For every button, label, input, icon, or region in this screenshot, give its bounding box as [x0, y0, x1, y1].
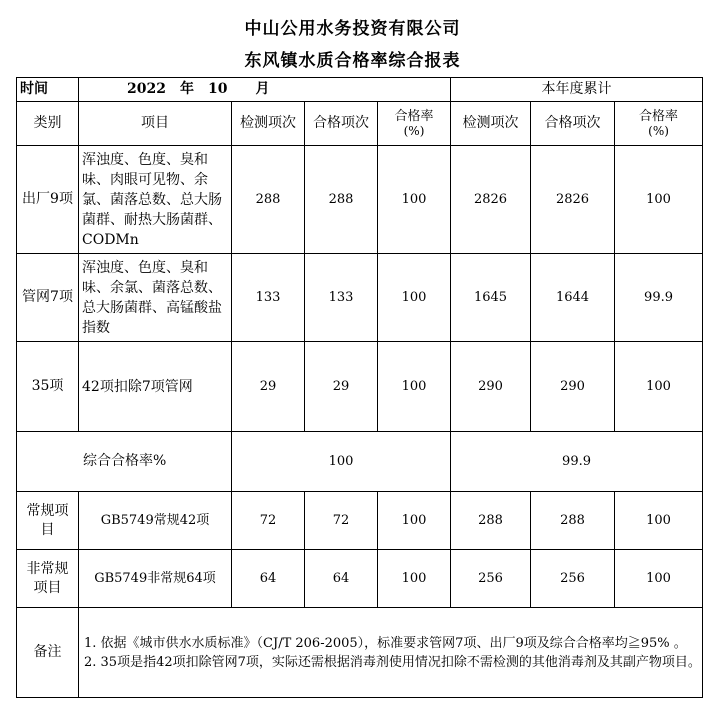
row-category — [17, 492, 79, 550]
overall-rate-row — [17, 432, 703, 492]
row-rate-ytd: 100 — [615, 550, 703, 608]
row-item: GB5749常规42项 — [79, 492, 232, 550]
row-passed-ytd: 290 — [531, 342, 615, 432]
col-rate-line1: 合格率 — [394, 108, 434, 124]
row-category: 35项 — [17, 342, 79, 432]
header-row-columns — [17, 102, 703, 146]
report-company-title: 中山公用水务投资有限公司 — [244, 19, 461, 39]
col-tests: 检测项次 — [232, 102, 305, 146]
row-category: 出厂9项 — [17, 146, 79, 254]
row-rate: 100 — [378, 342, 451, 432]
col-tests-ytd: 检测项次 — [451, 102, 531, 146]
row-tests-ytd: 288 — [451, 492, 531, 550]
row-item: 42项扣除7项管网 — [79, 342, 232, 432]
row-passed: 133 — [305, 254, 378, 342]
row-tests-ytd: 256 — [451, 550, 531, 608]
row-rate-ytd: 99.9 — [615, 254, 703, 342]
row-category-line1: 非常规 — [26, 560, 69, 577]
row-rate: 100 — [378, 254, 451, 342]
row-rate: 100 — [378, 550, 451, 608]
table-row — [17, 342, 703, 432]
row-tests: 72 — [232, 492, 305, 550]
overall-month-value: 100 — [232, 432, 451, 492]
row-rate-ytd: 100 — [615, 492, 703, 550]
remarks-label: 备注 — [17, 608, 79, 698]
col-passed-ytd: 合格项次 — [531, 102, 615, 146]
row-passed: 288 — [305, 146, 378, 254]
row-passed: 29 — [305, 342, 378, 432]
row-passed: 64 — [305, 550, 378, 608]
row-tests: 288 — [232, 146, 305, 254]
row-tests-ytd: 1645 — [451, 254, 531, 342]
report-period: 2022 年 10 月 — [79, 78, 451, 102]
table-row — [17, 550, 703, 608]
header-row-period — [17, 78, 703, 102]
row-rate: 100 — [378, 492, 451, 550]
row-passed: 72 — [305, 492, 378, 550]
row-category — [17, 550, 79, 608]
row-rate-ytd: 100 — [615, 146, 703, 254]
row-tests: 133 — [232, 254, 305, 342]
col-passed: 合格项次 — [305, 102, 378, 146]
table-row — [17, 254, 703, 342]
ytd-label: 本年度累计 — [451, 78, 703, 102]
row-category-line2: 目 — [40, 521, 55, 538]
row-tests: 64 — [232, 550, 305, 608]
row-item: 浑浊度、色度、臭和味、余氯、菌落总数、总大肠菌群、高锰酸盐指数 — [79, 254, 232, 342]
overall-ytd-value: 99.9 — [451, 432, 703, 492]
row-category: 管网7项 — [17, 254, 79, 342]
remarks-content — [79, 608, 703, 698]
row-passed-ytd: 256 — [531, 550, 615, 608]
remark-note-1: 1. 依据《城市供水水质标准》（CJ/T 206-2005），标准要求管网7项、出厂9项及综合合格率均≧95% 。 — [84, 635, 687, 651]
col-rate-ytd-line1: 合格率 — [639, 108, 679, 124]
col-rate — [378, 102, 451, 146]
overall-label: 综合合格率% — [17, 432, 232, 492]
col-rate-ytd-line2: (%) — [648, 123, 669, 138]
report-title: 东风镇水质合格率综合报表 — [244, 51, 461, 71]
row-rate: 100 — [378, 146, 451, 254]
row-tests-ytd: 2826 — [451, 146, 531, 254]
row-passed-ytd: 1644 — [531, 254, 615, 342]
remarks-row — [17, 608, 703, 698]
row-category-line2: 项目 — [33, 579, 62, 596]
row-passed-ytd: 288 — [531, 492, 615, 550]
water-quality-table — [16, 77, 703, 698]
row-rate-ytd: 100 — [615, 342, 703, 432]
row-item: 浑浊度、色度、臭和味、肉眼可见物、余氯、菌落总数、总大肠菌群、耐热大肠菌群、CODMn — [79, 146, 232, 254]
col-category: 类别 — [17, 102, 79, 146]
row-category-line1: 常规项 — [26, 502, 69, 519]
row-passed-ytd: 2826 — [531, 146, 615, 254]
col-item: 项目 — [79, 102, 232, 146]
col-rate-ytd — [615, 102, 703, 146]
row-tests-ytd: 290 — [451, 342, 531, 432]
table-row — [17, 492, 703, 550]
col-rate-line2: (%) — [403, 123, 425, 138]
row-tests: 29 — [232, 342, 305, 432]
time-label: 时间 — [17, 78, 79, 102]
table-row — [17, 146, 703, 254]
remark-note-2: 2. 35项是指42项扣除管网7项，实际还需根据消毒剂使用情况扣除不需检测的其他消毒剂及其副产物项目。 — [84, 654, 701, 670]
row-item: GB5749非常规64项 — [79, 550, 232, 608]
